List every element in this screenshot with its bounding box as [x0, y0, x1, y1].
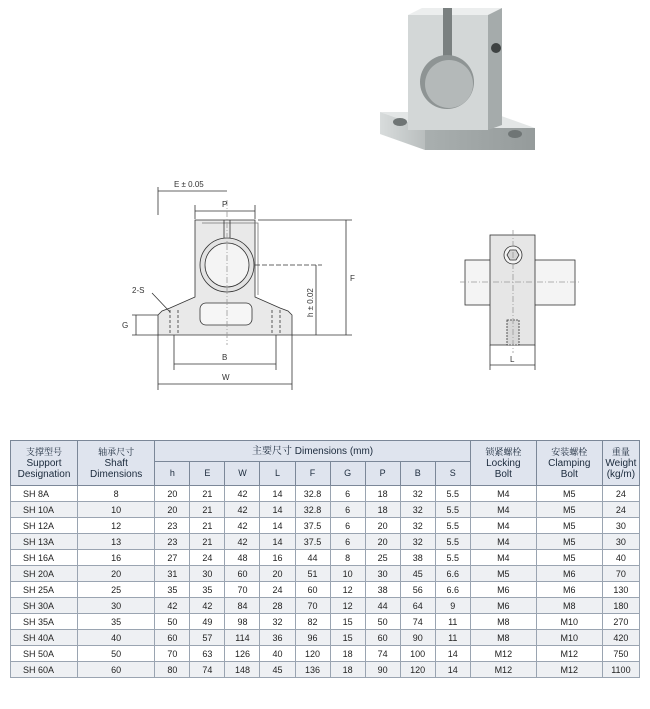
product-image [370, 0, 545, 180]
table-cell: 20 [260, 566, 295, 582]
table-cell: 5.5 [435, 486, 470, 502]
table-cell: 30 [78, 598, 155, 614]
table-cell: M8 [536, 598, 602, 614]
table-cell: 60 [78, 662, 155, 678]
table-cell: 21 [190, 518, 225, 534]
table-cell: 8 [330, 550, 365, 566]
table-cell: 42 [155, 598, 190, 614]
table-cell: 50 [155, 614, 190, 630]
table-cell: 15 [330, 630, 365, 646]
table-cell: 50 [365, 614, 400, 630]
table-cell: 40 [260, 646, 295, 662]
table-row [11, 486, 640, 502]
table-cell: M8 [470, 630, 536, 646]
table-cell: 42 [225, 502, 260, 518]
designation-cell: SH 8A [11, 486, 78, 502]
table-cell: 21 [190, 486, 225, 502]
label-p: P [222, 200, 228, 209]
table-cell: 63 [190, 646, 225, 662]
table-cell: M4 [470, 534, 536, 550]
table-cell: 70 [602, 566, 639, 582]
table-cell: 18 [365, 486, 400, 502]
header-e: E [190, 462, 225, 486]
designation-cell: SH 13A [11, 534, 78, 550]
table-cell: 35 [155, 582, 190, 598]
header-support: 支撑型号 Support Designation [11, 441, 78, 486]
header-shaft: 轴承尺寸 Shaft Dimensions [78, 441, 155, 486]
header-p: P [365, 462, 400, 486]
table-cell: 32 [400, 486, 435, 502]
table-cell: 18 [330, 662, 365, 678]
table-cell: 32 [260, 614, 295, 630]
table-cell: 82 [295, 614, 330, 630]
table-cell: 80 [155, 662, 190, 678]
table-cell: M5 [470, 566, 536, 582]
table-cell: 30 [365, 566, 400, 582]
table-cell: 42 [190, 598, 225, 614]
table-cell: 45 [400, 566, 435, 582]
table-cell: 74 [365, 646, 400, 662]
designation-cell: SH 20A [11, 566, 78, 582]
designation-cell: SH 60A [11, 662, 78, 678]
table-row [11, 534, 640, 550]
table-cell: 24 [602, 502, 639, 518]
table-cell: 48 [225, 550, 260, 566]
table-cell: 74 [190, 662, 225, 678]
table-cell: 30 [602, 534, 639, 550]
table-cell: 6.6 [435, 566, 470, 582]
table-cell: 50 [78, 646, 155, 662]
table-cell: 10 [330, 566, 365, 582]
table-cell: 30 [602, 518, 639, 534]
table-cell: 180 [602, 598, 639, 614]
table-cell: 5.5 [435, 534, 470, 550]
label-b: B [222, 353, 228, 362]
table-cell: 14 [260, 534, 295, 550]
header-dimensions: 主要尺寸 Dimensions (mm) [155, 441, 470, 462]
table-cell: 12 [78, 518, 155, 534]
table-cell: 6 [330, 518, 365, 534]
label-w: W [222, 373, 230, 382]
table-cell: 32.8 [295, 486, 330, 502]
table-cell: 20 [365, 534, 400, 550]
table-cell: 136 [295, 662, 330, 678]
table-cell: 37.5 [295, 518, 330, 534]
table-cell: 10 [78, 502, 155, 518]
header-s: S [435, 462, 470, 486]
table-cell: 120 [400, 662, 435, 678]
table-cell: 56 [400, 582, 435, 598]
table-cell: M4 [470, 518, 536, 534]
table-cell: 90 [400, 630, 435, 646]
table-cell: 30 [190, 566, 225, 582]
table-cell: 21 [190, 534, 225, 550]
table-cell: M10 [536, 630, 602, 646]
header-weight: 重量 Weight (kg/m) [602, 441, 639, 486]
table-cell: 148 [225, 662, 260, 678]
table-cell: 38 [365, 582, 400, 598]
table-cell: 40 [602, 550, 639, 566]
header-b: B [400, 462, 435, 486]
table-cell: 24 [602, 486, 639, 502]
table-cell: 11 [435, 630, 470, 646]
table-cell: 70 [225, 582, 260, 598]
table-row [11, 502, 640, 518]
table-row [11, 550, 640, 566]
table-cell: 70 [155, 646, 190, 662]
table-cell: 6 [330, 534, 365, 550]
table-cell: M4 [470, 486, 536, 502]
table-cell: 15 [330, 614, 365, 630]
table-cell: M12 [470, 662, 536, 678]
table-cell: 44 [365, 598, 400, 614]
table-cell: 27 [155, 550, 190, 566]
table-cell: 57 [190, 630, 225, 646]
table-cell: M10 [536, 614, 602, 630]
table-cell: 35 [78, 614, 155, 630]
table-cell: M12 [470, 646, 536, 662]
table-cell: 16 [78, 550, 155, 566]
table-cell: 37.5 [295, 534, 330, 550]
table-cell: 32 [400, 534, 435, 550]
table-row [11, 518, 640, 534]
table-cell: M5 [536, 534, 602, 550]
header-f: F [295, 462, 330, 486]
header-clamping: 安装螺栓 Clamping Bolt [536, 441, 602, 486]
header-g: G [330, 462, 365, 486]
table-cell: 51 [295, 566, 330, 582]
table-cell: 45 [260, 662, 295, 678]
table-cell: 20 [365, 518, 400, 534]
table-cell: M5 [536, 486, 602, 502]
table-cell: 100 [400, 646, 435, 662]
table-cell: 120 [295, 646, 330, 662]
designation-cell: SH 50A [11, 646, 78, 662]
table-row [11, 598, 640, 614]
table-cell: 20 [155, 486, 190, 502]
table-cell: 6 [330, 502, 365, 518]
label-s: 2-S [132, 286, 145, 295]
table-cell: 96 [295, 630, 330, 646]
table-cell: 11 [435, 614, 470, 630]
table-cell: M6 [536, 582, 602, 598]
table-cell: M5 [536, 550, 602, 566]
table-cell: M4 [470, 550, 536, 566]
table-cell: 270 [602, 614, 639, 630]
table-cell: 98 [225, 614, 260, 630]
designation-cell: SH 40A [11, 630, 78, 646]
table-cell: 24 [190, 550, 225, 566]
table-cell: 20 [155, 502, 190, 518]
table-cell: 13 [78, 534, 155, 550]
spec-table [10, 440, 640, 678]
table-cell: M5 [536, 502, 602, 518]
table-cell: M4 [470, 502, 536, 518]
table-cell: 9 [435, 598, 470, 614]
table-row [11, 646, 640, 662]
label-l: L [510, 355, 515, 364]
table-cell: 12 [330, 598, 365, 614]
table-cell: 40 [78, 630, 155, 646]
table-cell: 126 [225, 646, 260, 662]
table-cell: 6.6 [435, 582, 470, 598]
table-cell: 5.5 [435, 502, 470, 518]
table-cell: 25 [365, 550, 400, 566]
table-row [11, 630, 640, 646]
table-cell: M8 [470, 614, 536, 630]
table-cell: 84 [225, 598, 260, 614]
table-cell: 32 [400, 502, 435, 518]
table-cell: 420 [602, 630, 639, 646]
table-cell: 21 [190, 502, 225, 518]
label-h: h ± 0.02 [306, 288, 315, 317]
designation-cell: SH 35A [11, 614, 78, 630]
table-cell: 42 [225, 486, 260, 502]
table-cell: 42 [225, 518, 260, 534]
table-cell: 35 [190, 582, 225, 598]
table-cell: M12 [536, 646, 602, 662]
table-cell: 25 [78, 582, 155, 598]
table-cell: 1100 [602, 662, 639, 678]
table-cell: 114 [225, 630, 260, 646]
table-cell: 36 [260, 630, 295, 646]
table-cell: 5.5 [435, 550, 470, 566]
table-cell: 32 [400, 518, 435, 534]
table-cell: M6 [470, 598, 536, 614]
table-cell: 31 [155, 566, 190, 582]
table-row [11, 566, 640, 582]
table-cell: 60 [225, 566, 260, 582]
side-view-drawing [455, 225, 585, 375]
label-f: F [350, 274, 355, 283]
table-cell: 5.5 [435, 518, 470, 534]
table-cell: 23 [155, 534, 190, 550]
table-cell: 18 [330, 646, 365, 662]
table-cell: 90 [365, 662, 400, 678]
table-row [11, 582, 640, 598]
table-cell: 44 [295, 550, 330, 566]
table-cell: 130 [602, 582, 639, 598]
header-l: L [260, 462, 295, 486]
table-cell: 20 [78, 566, 155, 582]
table-cell: 14 [260, 518, 295, 534]
designation-cell: SH 16A [11, 550, 78, 566]
label-g: G [122, 321, 129, 330]
table-cell: M12 [536, 662, 602, 678]
designation-cell: SH 30A [11, 598, 78, 614]
table-cell: 32.8 [295, 502, 330, 518]
table-cell: 12 [330, 582, 365, 598]
table-cell: M6 [536, 566, 602, 582]
table-cell: 18 [365, 502, 400, 518]
table-cell: 24 [260, 582, 295, 598]
table-cell: 750 [602, 646, 639, 662]
header-w: W [225, 462, 260, 486]
table-cell: 6 [330, 486, 365, 502]
designation-cell: SH 10A [11, 502, 78, 518]
front-view-drawing [110, 175, 390, 400]
table-cell: 60 [155, 630, 190, 646]
table-cell: 14 [260, 502, 295, 518]
table-cell: 8 [78, 486, 155, 502]
header-h: h [155, 462, 190, 486]
label-e: E ± 0.05 [174, 180, 204, 189]
designation-cell: SH 25A [11, 582, 78, 598]
header-locking: 锁紧螺栓 Locking Bolt [470, 441, 536, 486]
table-cell: 70 [295, 598, 330, 614]
table-cell: 49 [190, 614, 225, 630]
spec-table-body [11, 486, 640, 678]
table-cell: M6 [470, 582, 536, 598]
table-cell: M5 [536, 518, 602, 534]
table-cell: 14 [435, 646, 470, 662]
table-cell: 42 [225, 534, 260, 550]
designation-cell: SH 12A [11, 518, 78, 534]
table-cell: 60 [295, 582, 330, 598]
table-cell: 60 [365, 630, 400, 646]
table-row [11, 662, 640, 678]
table-cell: 16 [260, 550, 295, 566]
table-cell: 14 [260, 486, 295, 502]
table-cell: 28 [260, 598, 295, 614]
table-cell: 38 [400, 550, 435, 566]
table-cell: 64 [400, 598, 435, 614]
table-row [11, 614, 640, 630]
table-cell: 23 [155, 518, 190, 534]
table-cell: 74 [400, 614, 435, 630]
table-cell: 14 [435, 662, 470, 678]
